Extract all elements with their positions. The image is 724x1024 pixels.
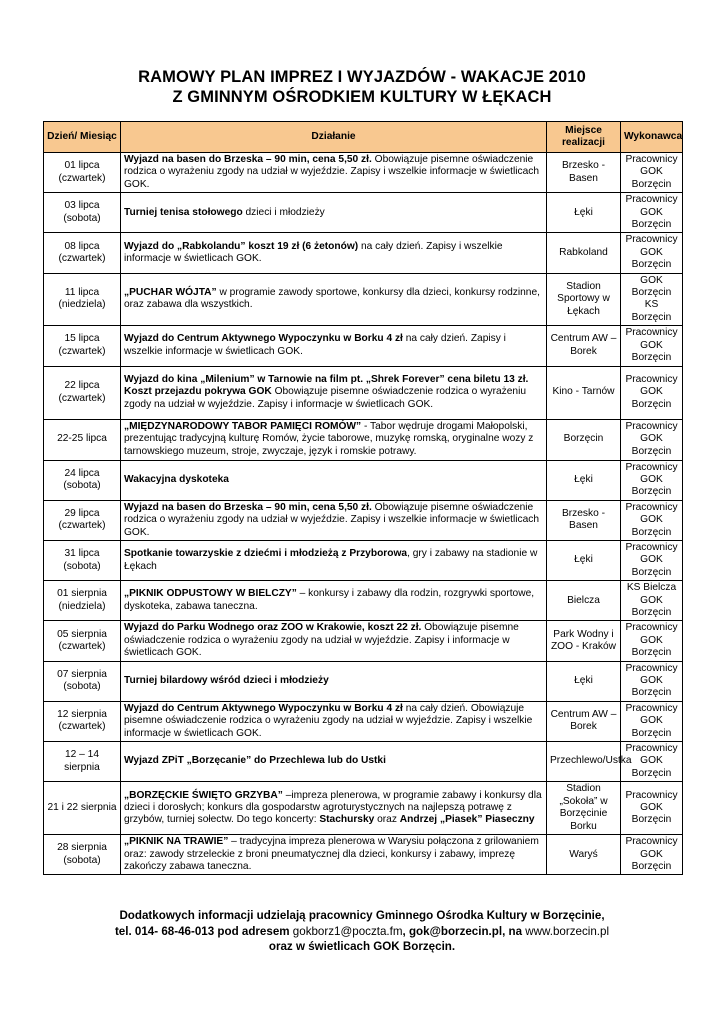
cell-action bbox=[121, 366, 547, 419]
cell-date: 01 sierpnia (niedziela) bbox=[44, 581, 121, 621]
cell-action bbox=[121, 835, 547, 875]
cell-action bbox=[121, 782, 547, 835]
title-line-2: Z GMINNYM OŚRODKIEM KULTURY W ŁĘKACH bbox=[172, 88, 552, 106]
cell-action bbox=[121, 153, 547, 193]
action-highlight: „PUCHAR WÓJTA” bbox=[124, 287, 217, 299]
cell-exec: Pracownicy GOK Borzęcin bbox=[621, 326, 683, 366]
table-row bbox=[44, 581, 683, 621]
cell-date: 01 lipca (czwartek) bbox=[44, 153, 121, 193]
action-highlight: Turniej tenisa stołowego bbox=[124, 206, 243, 218]
action-text: - Tabor wędruje drogami Małopolski, prezentując tradycyjną kulturę Romów, życie taborowe, muzykę romską, oryginalne wozy z tarnowskiego muzeum, stroje, zwyczaje, język i romskie potrawy. bbox=[124, 420, 534, 457]
cell-date: 24 lipca (sobota) bbox=[44, 460, 121, 500]
action-highlight: Wyjazd do Centrum Aktywnego Wypoczynku w Borku 4 zł bbox=[124, 333, 403, 345]
cell-place: Łęki bbox=[547, 193, 621, 233]
title-line-1: RAMOWY PLAN IMPREZ I WYJAZDÓW - WAKACJE 2010 bbox=[138, 68, 586, 86]
cell-place: Brzesko - Basen bbox=[547, 153, 621, 193]
table-row bbox=[44, 835, 683, 875]
cell-place: Stadion Sportowy w Łękach bbox=[547, 273, 621, 326]
table-row bbox=[44, 153, 683, 193]
action-highlight: Wakacyjna dyskoteka bbox=[124, 473, 229, 485]
cell-exec: Pracownicy GOK Borzęcin bbox=[621, 661, 683, 701]
table-row bbox=[44, 273, 683, 326]
cell-exec: Pracownicy GOK Borzęcin bbox=[621, 835, 683, 875]
cell-place: Kino - Tarnów bbox=[547, 366, 621, 419]
cell-action bbox=[121, 621, 547, 661]
action-highlight: Wyjazd do Parku Wodnego oraz ZOO w Krakowie, koszt 22 zł. bbox=[124, 622, 422, 634]
cell-date: 11 lipca (niedziela) bbox=[44, 273, 121, 326]
events-table bbox=[43, 121, 683, 875]
cell-place: Stadion „Sokoła” w Borzęcinie Borku bbox=[547, 782, 621, 835]
table-row bbox=[44, 742, 683, 782]
cell-exec: Pracownicy GOK Borzęcin bbox=[621, 419, 683, 460]
action-text: oraz bbox=[374, 814, 400, 826]
table-row bbox=[44, 540, 683, 580]
page-title bbox=[0, 67, 724, 107]
cell-place: Park Wodny i ZOO - Kraków bbox=[547, 621, 621, 661]
cell-date: 05 sierpnia (czwartek) bbox=[44, 621, 121, 661]
action-highlight: Turniej bilardowy wśród dzieci i młodzieży bbox=[124, 675, 329, 686]
table-row bbox=[44, 193, 683, 233]
table-row bbox=[44, 621, 683, 661]
cell-exec: Pracownicy GOK Borzęcin bbox=[621, 742, 683, 782]
cell-date: 21 i 22 sierpnia bbox=[44, 782, 121, 835]
action-text: , gry i zabawy na stadionie w Łękach bbox=[124, 548, 538, 572]
action-text: na cały dzień. Zapisy i wszelkie informacje w świetlicach GOK. bbox=[124, 333, 506, 357]
cell-action bbox=[121, 742, 547, 782]
cell-exec: Pracownicy GOK Borzęcin bbox=[621, 366, 683, 419]
cell-action bbox=[121, 540, 547, 580]
cell-exec: Pracownicy GOK Borzęcin bbox=[621, 782, 683, 835]
footer-email-2[interactable]: , gok@borzecin.pl, na bbox=[402, 924, 526, 938]
cell-action bbox=[121, 661, 547, 701]
cell-exec: Pracownicy GOK Borzęcin bbox=[621, 701, 683, 741]
table-row bbox=[44, 233, 683, 273]
action-text: – tradycyjna impreza plenerowa w Warysiu połączona z grilowaniem oraz: zawody strzeleckie z broni pneumatycznej dla dzieci, konkursy i zabawy, imprezę zakończy zabawa taneczna. bbox=[124, 836, 539, 873]
action-highlight: Wyjazd do „Rabkolandu” koszt 19 zł (6 żetonów) bbox=[124, 240, 359, 252]
action-text: Obowiązuje pisemne oświadczenie rodzica o wyrażeniu zgody na udział w wyjeździe. Zapisy i wszelkie informacje w świetlicach GOK. bbox=[124, 154, 540, 190]
table-row bbox=[44, 782, 683, 835]
footer-website[interactable]: www.borzecin.pl bbox=[525, 924, 610, 938]
cell-place: Przechlewo/Ustka bbox=[547, 742, 621, 782]
cell-place: Waryś bbox=[547, 835, 621, 875]
cell-date: 22-25 lipca bbox=[44, 419, 121, 460]
action-highlight: Andrzej „Piasek” Piaseczny bbox=[399, 814, 535, 826]
header-action: Działanie bbox=[121, 122, 547, 153]
cell-action bbox=[121, 193, 547, 233]
cell-action bbox=[121, 326, 547, 366]
cell-place: Centrum AW – Borek bbox=[547, 326, 621, 366]
action-highlight: Wyjazd na basen do Brzeska – 90 min, cena 5,50 zł. bbox=[124, 154, 372, 165]
cell-date: 07 sierpnia (sobota) bbox=[44, 661, 121, 701]
action-highlight: Wyjazd do Centrum Aktywnego Wypoczynku w Borku 4 zł bbox=[124, 702, 403, 714]
cell-date: 12 sierpnia (czwartek) bbox=[44, 701, 121, 741]
action-highlight: Wyjazd ZPiT „Borzęcanie” do Przechlewa lub do Ustki bbox=[124, 755, 386, 767]
cell-place: Centrum AW – Borek bbox=[547, 701, 621, 741]
table-row bbox=[44, 661, 683, 701]
action-text: na cały dzień. Obowiązuje pisemne oświadczenie rodzica o wyrażeniu zgody na udział w wyjeździe. Zapisy i wszelkie informacje w świetlicach GOK. bbox=[124, 702, 533, 739]
cell-exec: Pracownicy GOK Borzęcin bbox=[621, 540, 683, 580]
table-row bbox=[44, 419, 683, 460]
cell-action bbox=[121, 581, 547, 621]
table-row bbox=[44, 366, 683, 419]
action-highlight: Wyjazd do kina „Milenium” w Tarnowie na film pt. „Shrek Forever” cena biletu 13 zł. Koszt przejazdu pokrywa GOK bbox=[124, 373, 529, 398]
cell-place: Łęki bbox=[547, 540, 621, 580]
footer-line-3: oraz w świetlicach GOK Borzęcin. bbox=[268, 940, 456, 953]
action-text: dzieci i młodzieży bbox=[242, 206, 325, 218]
footer-line-1: Dodatkowych informacji udzielają pracownicy Gminnego Ośrodka Kultury w Borzęcinie, bbox=[119, 909, 605, 922]
cell-place: Borzęcin bbox=[547, 419, 621, 460]
table-row bbox=[44, 701, 683, 741]
action-text: Obowiązuje pisemne oświadczenie rodzica o wyrażeniu zgody na udział w wyjeździe. Zapisy i wszelkie informacje w świetlicach GOK. bbox=[124, 501, 540, 538]
action-highlight: Wyjazd na basen do Brzeska – 90 min, cena 5,50 zł. bbox=[124, 501, 372, 513]
footer-line-2 bbox=[0, 924, 724, 940]
header-exec: Wykonawca bbox=[621, 122, 683, 153]
cell-date: 12 – 14 sierpnia bbox=[44, 742, 121, 782]
cell-exec: KS Bielcza GOK Borzęcin bbox=[621, 581, 683, 621]
cell-action bbox=[121, 701, 547, 741]
contact-footer bbox=[0, 908, 724, 955]
action-highlight: „PIKNIK ODPUSTOWY W BIELCZY” bbox=[124, 588, 297, 600]
action-text: – konkursy i zabawy dla rodzin, rozgrywki sportowe, dyskoteka, zabawa taneczna. bbox=[124, 588, 535, 612]
cell-exec: GOK Borzęcin KS Borzęcin bbox=[621, 273, 683, 326]
action-text: Obowiązuje pisemne oświadczenie rodzica o wyrażeniu zgody na udział w wyjeździe. Zapisy i informacje w świetlicach GOK. bbox=[124, 386, 526, 410]
action-highlight: „PIKNIK NA TRAWIE” bbox=[124, 836, 229, 848]
cell-action bbox=[121, 233, 547, 273]
footer-email-1[interactable]: gokborz1@poczta.fm bbox=[292, 924, 403, 938]
cell-place: Rabkoland bbox=[547, 233, 621, 273]
cell-place: Łęki bbox=[547, 661, 621, 701]
cell-action bbox=[121, 273, 547, 326]
header-date: Dzień/ Miesiąc bbox=[44, 122, 121, 153]
cell-action bbox=[121, 419, 547, 460]
cell-action bbox=[121, 460, 547, 500]
action-highlight: Stachursky bbox=[319, 814, 375, 826]
table-row bbox=[44, 460, 683, 500]
cell-exec: Pracownicy GOK Borzęcin bbox=[621, 621, 683, 661]
table-row bbox=[44, 500, 683, 540]
action-text: –impreza plenerowa, w programie zabawy i konkursy dla dzieci i dorosłych; konkurs dla gospodarstw agroturystycznych na najlepszą potrawę z grzybów, turniej sołectw. Do tego koncerty: bbox=[124, 789, 542, 826]
cell-exec: Pracownicy GOK Borzęcin bbox=[621, 500, 683, 540]
table-header-row bbox=[44, 122, 683, 153]
action-text: na cały dzień. Zapisy i wszelkie informacje w świetlicach GOK. bbox=[124, 240, 503, 265]
cell-exec: Pracownicy GOK Borzęcin bbox=[621, 153, 683, 193]
cell-date: 31 lipca (sobota) bbox=[44, 540, 121, 580]
action-highlight: „BORZĘCKIE ŚWIĘTO GRZYBA” bbox=[124, 789, 283, 801]
cell-exec: Pracownicy GOK Borzęcin bbox=[621, 460, 683, 500]
action-text: Obowiązuje pisemne oświadczenie rodzica o wyrażeniu zgody na udział w wyjeździe. Zapisy i informacje w świetlicach GOK. bbox=[124, 622, 519, 659]
footer-phone: tel. 014- 68-46-013 pod adresem bbox=[114, 924, 293, 938]
cell-exec: Pracownicy GOK Borzęcin bbox=[621, 193, 683, 233]
cell-place: Bielcza bbox=[547, 581, 621, 621]
table-row bbox=[44, 326, 683, 366]
action-text: w programie zawody sportowe, konkursy dla dzieci, konkursy rodzinne, oraz zabawa dla wszystkich. bbox=[124, 287, 540, 311]
action-highlight: Spotkanie towarzyskie z dziećmi i młodzieżą z Przyborowa bbox=[124, 548, 408, 560]
cell-date: 03 lipca (sobota) bbox=[44, 193, 121, 233]
cell-date: 08 lipca (czwartek) bbox=[44, 233, 121, 273]
cell-place: Łęki bbox=[547, 460, 621, 500]
cell-action bbox=[121, 500, 547, 540]
action-highlight: „MIĘDZYNARODOWY TABOR PAMIĘCI ROMÓW” bbox=[124, 420, 362, 432]
cell-date: 28 sierpnia (sobota) bbox=[44, 835, 121, 875]
cell-date: 22 lipca (czwartek) bbox=[44, 366, 121, 419]
cell-date: 29 lipca (czwartek) bbox=[44, 500, 121, 540]
cell-place: Brzesko - Basen bbox=[547, 500, 621, 540]
header-place: Miejsce realizacji bbox=[547, 122, 621, 153]
cell-date: 15 lipca (czwartek) bbox=[44, 326, 121, 366]
cell-exec: Pracownicy GOK Borzęcin bbox=[621, 233, 683, 273]
